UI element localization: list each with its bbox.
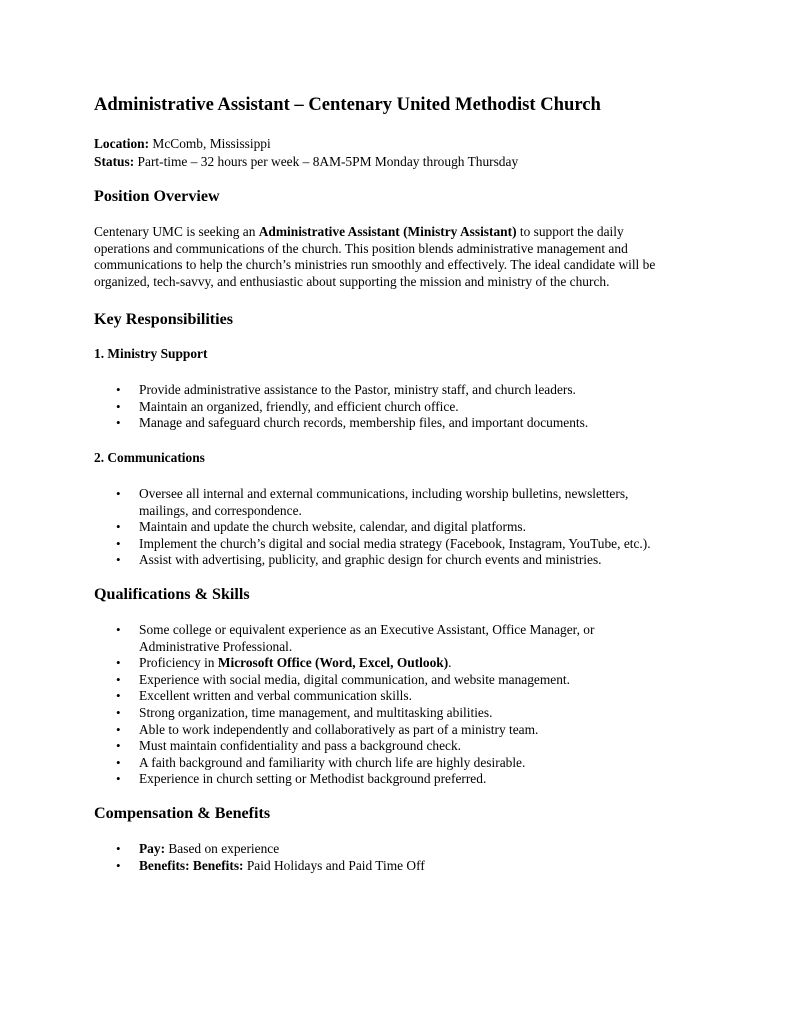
compensation-list [94,841,714,874]
list-item: • Manage and safeguard church records, membership files, and important documents. [116,415,589,431]
communications-list [94,486,714,569]
list-item: • Provide administrative assistance to the Pastor, ministry staff, and church leaders. [116,382,576,397]
overview-paragraph [94,224,704,290]
location-value: McComb, Mississippi [152,136,271,151]
benefits-label: Benefits: Benefits: [139,857,244,873]
pay-value: Based on experience [165,841,280,856]
overview-line-4: organized, tech-savvy, and enthusiastic about supporting the mission and ministry of the church. [94,273,610,289]
list-item: • Strong organization, time management, and multitasking abilities. [116,704,493,720]
list-item: • Proficiency in Microsoft Office (Word, Excel, Outlook). [116,655,452,671]
list-item: • Oversee all internal and external communications, including worship bulletins, newsletters, mailings, and correspondence. [116,486,629,518]
list-item: • Able to work independently and collaboratively as part of a ministry team. [116,721,539,737]
bullet-icon: • [116,552,121,568]
list-item: • Implement the church’s digital and social media strategy (Facebook, Instagram, YouTube, etc.). [116,535,651,551]
bullet-icon: • [116,721,121,737]
bullet-icon: • [116,519,121,535]
bullet-icon: • [116,704,121,720]
communications-heading: 2. Communications [94,450,205,465]
qualifications-list [94,622,714,788]
ministry-support-heading: 1. Ministry Support [94,346,208,361]
status-line [94,153,518,170]
benefits-value: Paid Holidays and Paid Time Off [243,857,425,873]
location-label: Location: [94,136,150,151]
bullet-icon: • [116,857,121,873]
location-line [94,135,271,152]
pay-label: Pay: [139,841,166,856]
list-item: • Must maintain confidentiality and pass a background check. [116,738,462,754]
bullet-icon: • [116,382,121,397]
overview-line-3: communications to help the church’s ministries run smoothly and effectively. The ideal candidate will be [94,257,656,273]
bullet-icon: • [116,671,121,687]
bullet-icon: • [116,738,121,754]
bullet-icon: • [116,841,121,856]
bullet-icon: • [116,398,121,414]
list-item: • Experience in church setting or Methodist background preferred. [116,771,487,787]
bullet-icon: • [116,771,121,787]
list-item [94,841,714,858]
status-value: Part-time – 32 hours per week – 8AM-5PM Monday through Thursday [137,154,519,169]
bullet-icon: • [116,535,121,551]
bullet-icon: • [116,486,121,501]
list-item: • Some college or equivalent experience as an Executive Assistant, Office Manager, or Administrative Professional. [116,622,595,654]
list-item: • Excellent written and verbal communication skills. [116,688,412,704]
bullet-icon: • [116,754,121,770]
list-item: • Maintain an organized, friendly, and efficient church office. [116,398,459,414]
list-item: • Experience with social media, digital communication, and website management. [116,671,570,687]
page-title: Administrative Assistant – Centenary United Methodist Church [94,94,601,115]
compensation-heading: Compensation & Benefits [94,805,271,822]
overview-line-1: Centenary UMC is seeking an Administrative Assistant (Ministry Assistant) to support the daily [94,224,624,239]
list-item: • Maintain and update the church website, calendar, and digital platforms. [116,519,526,535]
bullet-icon: • [116,622,121,637]
status-label: Status: [94,154,135,169]
overview-line-2: operations and communications of the church. This position blends administrative management and [94,240,628,256]
qualifications-heading: Qualifications & Skills [94,586,250,603]
overview-heading: Position Overview [94,188,220,205]
bullet-icon: • [116,688,121,704]
list-item: • Assist with advertising, publicity, and graphic design for church events and ministries. [116,552,602,568]
bullet-icon: • [116,415,121,431]
list-item [94,858,714,875]
bullet-icon: • [116,655,121,671]
responsibilities-heading: Key Responsibilities [94,311,234,328]
ministry-support-list [94,382,714,432]
list-item: • A faith background and familiarity with church life are highly desirable. [116,754,526,770]
